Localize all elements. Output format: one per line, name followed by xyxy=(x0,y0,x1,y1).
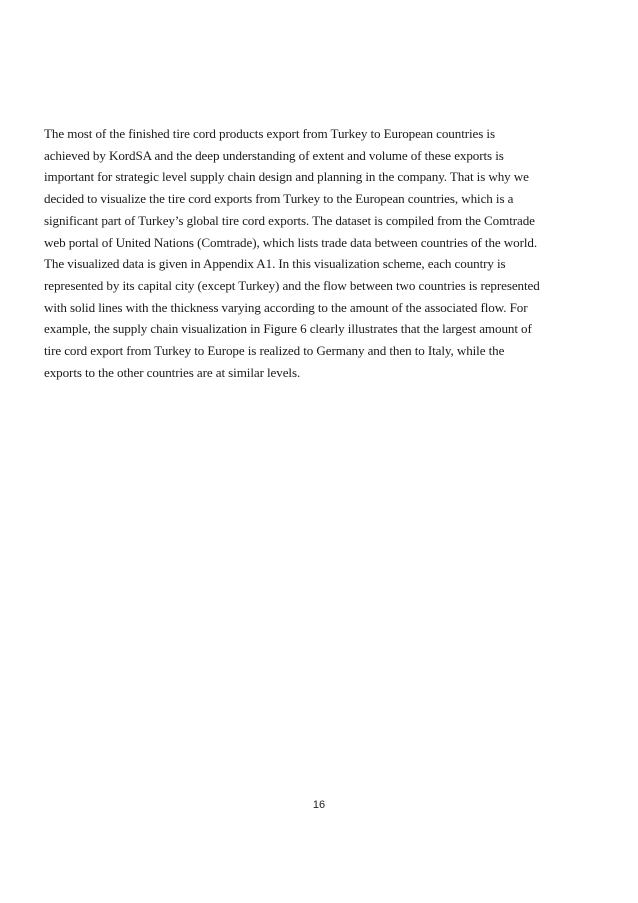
body-paragraph xyxy=(44,123,604,383)
paragraph-line: decided to visualize the tire cord exports from Turkey to the European countries, which is a xyxy=(44,191,514,207)
paragraph-line: The visualized data is given in Appendix A1. In this visualization scheme, each country is xyxy=(44,256,506,272)
paragraph-line: example, the supply chain visualization in Figure 6 clearly illustrates that the largest amount of xyxy=(44,321,532,337)
paragraph-line: with solid lines with the thickness varying according to the amount of the associated flow. For xyxy=(44,299,528,315)
paragraph-line: achieved by KordSA and the deep understanding of extent and volume of these exports is xyxy=(44,147,504,163)
paragraph-line: The most of the finished tire cord products export from Turkey to European countries is xyxy=(44,126,495,141)
paragraph-line: significant part of Turkey’s global tire cord exports. The dataset is compiled from the Comtrade xyxy=(44,212,535,228)
paragraph-line: exports to the other countries are at similar levels. xyxy=(44,364,301,380)
page-number: 16 xyxy=(312,799,326,811)
paragraph-line: web portal of United Nations (Comtrade), which lists trade data between countries of the world. xyxy=(44,234,538,250)
paragraph-line: represented by its capital city (except Turkey) and the flow between two countries is represented xyxy=(44,277,540,293)
paragraph-line: important for strategic level supply chain design and planning in the company. That is why we xyxy=(44,169,529,185)
paragraph-line: tire cord export from Turkey to Europe is realized to Germany and then to Italy, while the xyxy=(44,343,505,359)
